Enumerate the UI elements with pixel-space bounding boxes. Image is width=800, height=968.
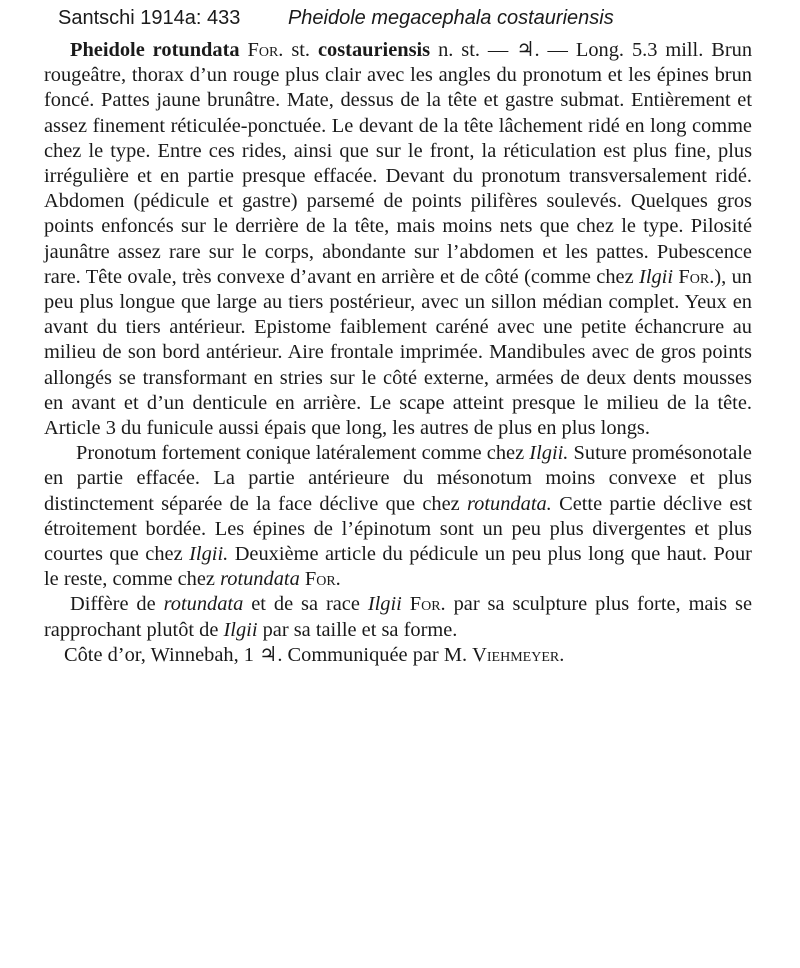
- taxon-reference: Ilgii: [639, 265, 674, 288]
- author-citation: For.: [247, 39, 284, 61]
- status-label: n. st.: [438, 39, 480, 61]
- text-part: Deuxième article du pédicule un peu plus long que haut. Pour le reste, comme chez: [44, 543, 752, 591]
- locality-line: [44, 643, 752, 668]
- taxon-reference: rotundata: [220, 568, 300, 591]
- description-text: [44, 38, 752, 668]
- text-part: Cette partie déclive est étroitement bordée. Les épines de l’épinotum sont un peu plus divergentes et plus courtes que chez: [44, 492, 752, 566]
- text-part: par sa sculpture plus forte, mais se rapprochant plutôt de: [44, 593, 752, 641]
- taxon-reference: rotundata: [163, 593, 244, 616]
- text-part: Pronotum fortement conique latéralement comme chez: [76, 442, 525, 465]
- taxon-reference: Ilgii.: [189, 543, 229, 566]
- page-header: [58, 6, 758, 30]
- description-text-part: ), un peu plus longue que large au tiers postérieur, avec un sillon médian complet. Yeux en avant du tiers antérieur. Epistome faiblement caréné avec une petite échancrure au milieu de son bord antérieur. Aire frontale imprimée. Mandibules avec de gros points allongés se transformant en stries sur le côté externe, armées de deux dents mousses en avant et d’un denticule en arrière. Le scape atteint presque le milieu de la tête. Article 3 du funicule aussi épais que long, les autres de plus en plus longs.: [44, 265, 752, 440]
- text-part: Suture promésonotale en partie effacée. La partie antérieure du mésonotum moins convexe et plus distinctement séparée de la face déclive que chez: [44, 442, 752, 515]
- text-part: et de sa race: [251, 593, 360, 616]
- caste-symbol: — ♃. —: [487, 39, 568, 61]
- taxon-reference: Ilgii.: [529, 442, 569, 465]
- taxon-name: Pheidole megacephala costauriensis: [287, 7, 614, 29]
- locality-text: Côte d’or, Winnebah, 1 ♃. Communiquée par M.: [64, 643, 468, 666]
- text-part: par sa taille et sa forme.: [262, 618, 458, 641]
- rank-label: st.: [291, 39, 311, 61]
- species-name: Pheidole rotundata: [70, 39, 240, 61]
- description-text-part: Long. 5.3 mill. Brun rougeâtre, thorax d’un rouge plus clair avec les angles du pronotum et les épines brun foncé. Pattes jaune brunâtre. Mate, dessus de la tête et gastre submat. Entièrement et assez finement réticulée-ponctuée. Le devant de la tête lâchement ridé en long comme chez le type. Entre ces rides, ainsi que sur le front, la réticulation est plus fine, plus irrégulière et en partie presque effacée. Devant du pronotum transversalement ridé. Abdomen (pédicule et gastre) parsemé de points pilifères soulevés. Quelques gros points enfoncés sur le derrière de la tête, mais moins nets que chez le type. Pilosité jaunâtre assez rare sur le corps, abondante sur l’abdomen et les pattes. Pubescence rare. Tête ovale, très convexe d’avant en arrière et de côté (comme chez: [44, 39, 753, 288]
- taxon-reference: Ilgii: [367, 593, 402, 616]
- author-citation: For.: [678, 265, 715, 288]
- taxon-reference: rotundata.: [467, 492, 552, 515]
- collector-name: Viehmeyer.: [472, 643, 565, 666]
- citation-reference: Santschi 1914a: 433: [58, 7, 241, 29]
- subspecies-name: costauriensis: [317, 39, 431, 61]
- paragraph-comparison: [44, 592, 752, 642]
- text-part: Diffère de: [70, 593, 156, 616]
- taxon-reference: Ilgii: [223, 618, 258, 641]
- paragraph-thorax: [44, 441, 752, 592]
- author-citation: For.: [409, 593, 446, 616]
- author-citation: For.: [304, 568, 341, 591]
- paragraph-description: [44, 38, 752, 441]
